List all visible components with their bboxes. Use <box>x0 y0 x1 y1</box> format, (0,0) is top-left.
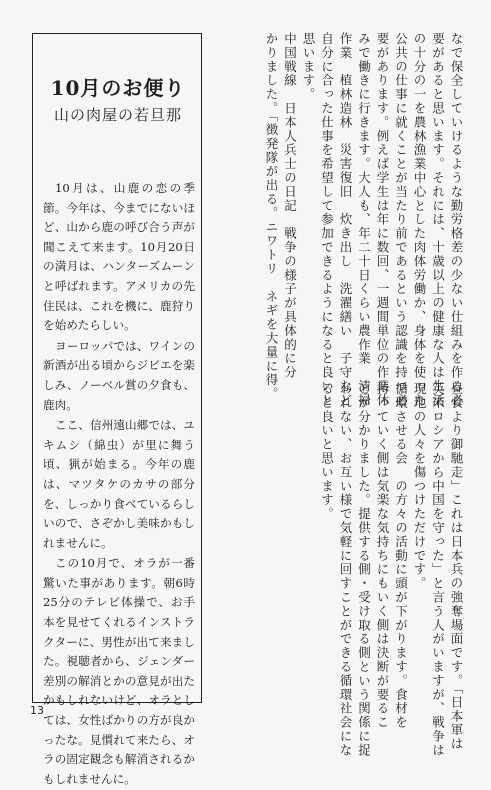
column-9: 思います。 <box>301 32 316 102</box>
column-6: みで働きに行きます。大人も、年二十日くらい農作業 清掃 <box>356 32 372 408</box>
column-13: 英米ロシアから中国を守った」と言う人がいますが、戦争は <box>430 382 446 758</box>
article-paragraph: ヨーロッパでは、ワインの新酒が出る頃からジビエを楽しみ、ノーベル賞の夕食も、鹿肉。 <box>43 338 195 412</box>
column-16: 持っていく側は気楽な気持ちにもいく側は決断が要るこ <box>375 382 390 730</box>
column-12: 昼食より御馳走」これは日本兵の強奪場面です。「日本軍は <box>449 382 464 752</box>
vertical-text-columns <box>209 32 465 758</box>
column-3: の十分の一を農林漁業中心とした肉体労働か、身体を使った <box>412 32 427 408</box>
column-17: とが分かりました。提供する側・受け取る側という関係に捉 <box>356 382 372 758</box>
column-5: 要があります。例えば学生は年に数回、一週間単位の作業休 <box>375 32 390 408</box>
column-2: 要があると思います。それには、十歳以上の健康な人は生活 <box>430 32 446 408</box>
article-paragraph: この10月で、オラが一番驚いた事があります。朝6時25分のテレビ体操で、お手本を見せてくれるインストラクターに、男性が出て来ました。視聴者から、ジェンダー差別の解消とかの意見が出たかもしれないけど、オラとしては、女性ばかりの方が良かったな。見慣れて来たら、オラの固定観念も解消されるかもしれませんに。 <box>43 556 195 786</box>
column-15: 循環させる会 の方々の活動に頭が下がります。食材を <box>393 382 409 730</box>
column-1: なで保全していけるような勤労格差の少ない仕組みを作る必 <box>449 32 464 408</box>
column-8: 自分に合った仕事を希望して参加できるようになると良いと <box>319 32 335 408</box>
article-paragraph: 10月は、山鹿の恋の季節。今年は、今までにないほど、山から鹿の呼び合う声が聞こえて来ます。10月20日の満月は、ハンターズムーンと呼ばれます。アメリカの先住民は、これを機に、鹿狩りを始めたらしい。 <box>43 181 195 333</box>
article-body <box>43 179 195 790</box>
article-title: 10月のお便り <box>50 76 186 100</box>
column-19: ると良いと思います。 <box>319 382 335 521</box>
column-7: 作業 植林造林 災害復旧 炊き出し 洗濯繕い 子守など <box>338 32 353 408</box>
column-18: われない、お互い様で気軽に回すことができる循環社会にな <box>338 382 353 758</box>
article-subtitle: 山の肉屋の若旦那 <box>53 106 182 124</box>
column-10: 中国戦線 日本人兵士の日記 戦争の様子が具体的に分 <box>282 32 298 380</box>
article-paragraph: ここ、信州遠山郷では、ユキムシ（綿虫）が里に舞う頃、猟が始まる。今年の鹿は、マツタケのカサの部分を、しっかり食べているらしいので、さぞかし美味かもしれませんに。 <box>43 418 195 550</box>
column-14: 現地の人々を傷つけただけです。 <box>412 382 427 591</box>
column-11: かりました。「徴発隊が出る。ニワトリ ネギを大量に得。 <box>264 32 279 402</box>
page-number: 13 <box>30 704 44 717</box>
column-4: 公共の仕事に就くことが当たり前であるという認識を持つ必 <box>393 32 409 408</box>
